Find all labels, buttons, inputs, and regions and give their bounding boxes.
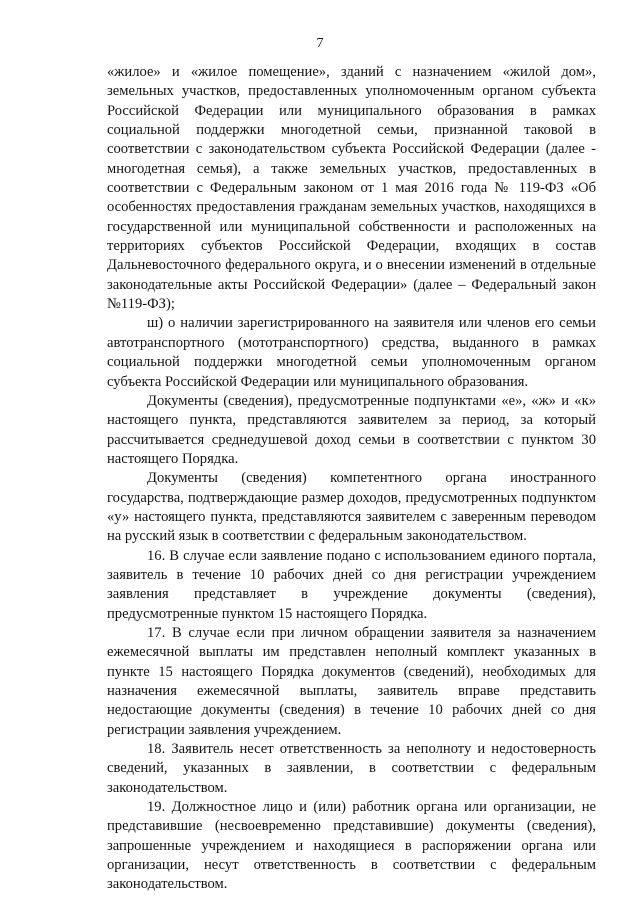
paragraph-documents-period: Документы (сведения), предусмотренные подпунктами «е», «ж» и «к» настоящего пункта, представляются заявителем за период, за который рассчитывается среднедушевой доход семьи в соответствии с пунктом 30 настоящего Порядка.	[107, 392, 596, 467]
paragraph-subitem-sh: ш) о наличии зарегистрированного на заявителя или членов его семьи автотранспортного (мототранспортного) средства, выданного в рамках социальной поддержки многодетной семьи уполномоченным органом субъекта Российской Федерации или муниципального образования.	[107, 315, 596, 390]
page-number: 7	[316, 36, 324, 51]
paragraph-item-16: 16. В случае если заявление подано с использованием единого портала, заявитель в течение 10 рабочих дней со дня регистрации учреждением заявления представляет в учреждение документы (сведения), предусмотренные пунктом 15 настоящего Порядка.	[107, 547, 596, 622]
paragraph-item-19: 19. Должностное лицо и (или) работник органа или организации, не представившие (несвоевременно представившие) документы (сведения), запрошенные учреждением и находящиеся в распоряжении органа или организации, несут ответственность в соответствии с федеральным законодательством.	[107, 799, 596, 893]
paragraph-foreign-documents: Документы (сведения) компетентного органа иностранного государства, подтверждающие размер доходов, предусмотренных подпунктом «у» настоящего пункта, представляются заявителем с заверенным переводом на русский язык в соответствии с федеральным законодательством.	[107, 470, 596, 545]
paragraph-item-17: 17. В случае если при личном обращении заявителя за назначением ежемесячной выплаты им представлен неполный комплект указанных в пункте 15 настоящего Порядка документов (сведений), необходимых для назначения ежемесячной выплаты, заявитель вправе представить недостающие документы (сведения) в течение 10 рабочих дней со дня регистрации заявления учреждением.	[107, 624, 596, 738]
paragraph-item-18: 18. Заявитель несет ответственность за неполноту и недостоверность сведений, указанных в заявлении, в соответствии с федеральным законодательством.	[107, 741, 596, 796]
paragraph-continuation: «жилое» и «жилое помещение», зданий с назначением «жилой дом», земельных участков, предоставленных уполномоченным органом субъекта Российской Федерации или муниципального образования в рамках социальной поддержки многодетной семьи, признанной таковой в соответствии с законодательством субъекта Российской Федерации (далее - многодетная семья), а также земельных участков, предоставленных в соответствии с Федеральным законом от 1 мая 2016 года № 119-ФЗ «Об особенностях предоставления гражданам земельных участков, находящихся в государственной или муниципальной собственности и расположенных на территориях субъектов Российской Федерации, входящих в состав Дальневосточного федерального округа, и о внесении изменений в отдельные законодательные акты Российской Федерации» (далее – Федеральный закон №119-ФЗ);	[107, 64, 596, 313]
document-body	[107, 63, 596, 895]
